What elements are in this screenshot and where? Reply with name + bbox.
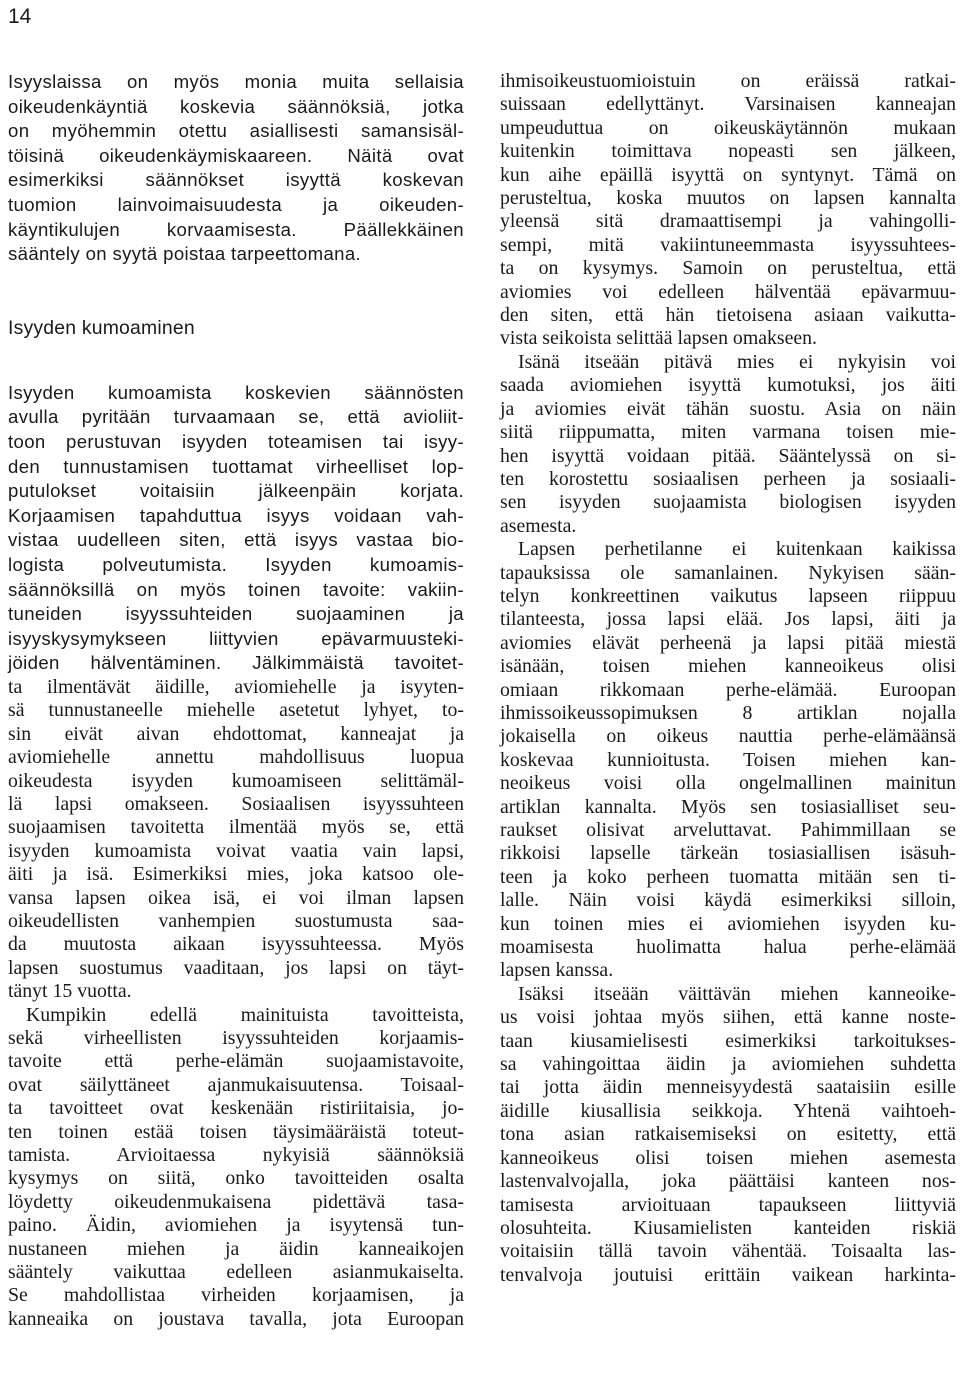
text-line: Lapsen perhetilanne ei kuitenkaan kaikissa xyxy=(518,538,956,561)
right-column xyxy=(500,70,956,1287)
text-line: lapsen kanssa. xyxy=(500,959,614,982)
text-line: aviomies voi edelleen hälventää epävarmuu- xyxy=(500,280,956,303)
text-line: neoikeus voisi olla ongelmallinen mainitun xyxy=(500,772,956,795)
text-line: ovat säilyttäneet ajanmukaisuutensa. Toisaal- xyxy=(8,1073,464,1096)
text-line: oikeudellisten vanhempien suostumusta saa- xyxy=(8,909,464,932)
text-line: Se mahdollistaa virheiden korjaamisen, ja xyxy=(8,1284,464,1307)
text-line: lapsen suostumus vaaditaan, jos lapsi on täyt- xyxy=(8,956,464,979)
text-line: vansa lapsen oikea isä, ei voi ilman lapsen xyxy=(8,886,464,909)
text-line: raukset olisivat arveluttavat. Pahimmillaan se xyxy=(500,819,956,841)
page-number: 14 xyxy=(8,5,32,28)
right-paragraph-4 xyxy=(500,983,956,1287)
text-line: tuneiden isyyssuhteiden suojaaminen ja xyxy=(8,603,464,625)
text-line: tuomion lainvoimaisuudesta ja oikeuden- xyxy=(8,193,464,215)
text-line: lalle. Näin voisi käydä esimerkiksi silloin, xyxy=(500,889,956,912)
text-line: yleensä sitä dramaattisempi ja vahingolli- xyxy=(500,210,956,233)
text-line: sä tunnustaneelle miehelle asetetut lyhyet, to- xyxy=(8,699,464,722)
text-line: käyntikulujen korvaamisesta. Päällekkäinen xyxy=(8,218,464,240)
text-line: oikeudesta isyyden kumoamiseen selittämäl- xyxy=(8,769,464,792)
text-line: sempi, mitä vakiintuneemmasta isyyssuhtees- xyxy=(500,233,956,256)
text-line: tapauksissa ole samanlainen. Nykyisen sään- xyxy=(500,561,956,584)
text-line: olosuhteita. Kiusamielisten kanteiden riskiä xyxy=(500,1216,956,1239)
text-line: isänään, toisen miehen kanneoikeus olisi xyxy=(500,655,956,678)
text-line: nustaneen miehen ja äidin kanneaikojen xyxy=(8,1237,464,1260)
text-line: Korjaamisen tapahduttua isyys voidaan vah- xyxy=(8,504,464,526)
text-line: kanneaika on joustava tavalla, jota Euroopan xyxy=(8,1307,464,1330)
text-line: artiklan kannalta. Myös sen tosiasialliset seu- xyxy=(500,795,956,818)
text-line: kanneoikeus olisi toisen miehen asemesta xyxy=(500,1146,956,1169)
text-line: sa vahingoittaa äidin ja aviomiehen suhdetta xyxy=(500,1053,956,1076)
text-line: hen isyyttä voidaan pitää. Sääntelyssä on si- xyxy=(500,444,956,467)
text-line: isyyden kumoamista voivat vaatia vain lapsi, xyxy=(8,839,464,862)
text-line: tänyt 15 vuotta. xyxy=(8,980,132,1003)
text-line: kuitenkin toimittava nopeasti sen jälkeen, xyxy=(500,140,956,163)
text-line: jokaisella on oikeus nauttia perhe-elämäänsä xyxy=(500,725,956,748)
text-line: tenvalvoja joutuisi erittäin vaikean harkinta- xyxy=(500,1263,956,1286)
text-line: löydetty oikeudenmukaisena pidettävä tasa- xyxy=(8,1190,464,1213)
text-line: moamisesta huolimatta halua perhe-elämää xyxy=(500,936,956,959)
text-line: den siten, että hän tietoisena asiaan vaikutta- xyxy=(500,304,956,327)
text-line: suojaamisen tavoitetta ilmentää myös se, että xyxy=(8,816,464,839)
text-line: ja aviomies eivät tähän suostu. Asia on näin xyxy=(500,397,956,420)
text-line: Isyyden kumoamista koskevien säännösten xyxy=(8,381,464,403)
text-line: tona asian ratkaisemiseksi on esitetty, että xyxy=(500,1123,956,1146)
body-paragraph-serif xyxy=(8,676,464,1004)
text-line: lä lapsi omakseen. Sosiaalisen isyyssuhteen xyxy=(8,792,464,815)
text-line: rikkoisi lapselle tärkeän tosiasiallisen isäsuh- xyxy=(500,842,956,865)
text-line: vista seikoista selittää lapsen omakseen. xyxy=(500,327,817,350)
body-paragraph-2 xyxy=(8,1004,464,1332)
text-line: sin eivät aivan ehdottomat, kanneajat ja xyxy=(8,722,464,745)
text-line: ta ilmentävät äidille, aviomiehelle ja isyyten- xyxy=(8,675,464,698)
text-line: aviomies elävät perheenä ja lapsi pitää miestä xyxy=(500,631,956,654)
text-line: asemesta. xyxy=(500,514,577,537)
text-line: omiaan rikkomaan perhe-elämää. Euroopan xyxy=(500,678,956,701)
left-column xyxy=(8,70,464,1331)
text-line: den tunnustamisen tuottamat virheelliset lop- xyxy=(8,455,464,477)
text-line: suissaan edellyttänyt. Varsinaisen kanneajan xyxy=(500,93,956,116)
text-line: sekä virheellisten isyyssuhteiden korjaamis- xyxy=(8,1026,464,1049)
text-line: paino. Äidin, aviomiehen ja isyytensä tun- xyxy=(8,1214,464,1237)
text-line: tamisesta arvioituaan tapaukseen liittyviä xyxy=(500,1193,956,1216)
text-line: sen isyyden suojaamista biologisen isyyden xyxy=(500,491,956,514)
text-line: ten korostettu sosiaalisen perheen ja sosiaali- xyxy=(500,467,956,490)
text-line: isyyskysymykseen liittyvien epävarmuusteki- xyxy=(8,627,464,649)
text-line: toon perustuvan isyyden toteamisen tai isyy- xyxy=(8,430,464,452)
right-paragraph-2 xyxy=(500,351,956,538)
text-line: logista polveutumista. Isyyden kumoamis- xyxy=(8,553,464,575)
text-line: Isänä itseään pitävä mies ei nykyisin voi xyxy=(518,350,956,373)
text-line: ta on kysymys. Samoin on perusteltua, että xyxy=(500,257,956,280)
text-line: kun toinen mies ei aviomiehen isyyden ku- xyxy=(500,912,956,935)
text-line: ten toinen estää toisen täysimääräistä toteut- xyxy=(8,1120,464,1143)
text-line: aviomiehelle annettu mahdollisuus luopua xyxy=(8,746,464,769)
intro-paragraph xyxy=(8,70,464,267)
text-line: ta tavoitteet ovat keskenään ristiriitaisia, jo- xyxy=(8,1097,464,1120)
body-paragraph-sans xyxy=(8,381,464,676)
text-line: äidille kiusallisia seikkoja. Yhtenä vaihtoeh- xyxy=(500,1099,956,1122)
text-line: jöiden hälventäminen. Jälkimmäistä tavoitet- xyxy=(8,652,464,674)
text-line: tilanteesta, jossa lapsi elää. Jos lapsi, äiti ja xyxy=(500,608,956,631)
text-line: tavoite että perhe-elämän suojaamistavoite, xyxy=(8,1050,464,1073)
right-paragraph-3 xyxy=(500,538,956,983)
section-heading: Isyyden kumoaminen xyxy=(8,316,195,339)
text-line: tamista. Arvioitaessa nykyisiä säännöksiä xyxy=(8,1144,464,1166)
text-line: perusteltua, koska muutos on lapsen kannalta xyxy=(500,187,956,210)
text-line: oikeudenkäyntiä koskevia säännöksiä, jotka xyxy=(8,95,464,117)
text-line: tai jotta äidin menneisyydestä saataisiin esille xyxy=(500,1076,956,1099)
text-line: ihmissoikeussopimuksen 8 artiklan nojalla xyxy=(500,701,956,724)
text-line: säännöksillä on myös toinen tavoite: vakiin- xyxy=(8,578,464,600)
text-line: avulla pyritään turvaamaan se, että avioliit- xyxy=(8,406,464,428)
text-line: kun aihe epäillä isyyttä on syntynyt. Tämä on xyxy=(500,163,956,186)
text-line: putulokset voitaisiin jälkeenpäin korjata. xyxy=(8,480,464,502)
text-line: on myöhemmin otettu asiallisesti samansisäl- xyxy=(8,120,464,142)
text-line: umpeuduttua on oikeuskäytännön mukaan xyxy=(500,116,956,139)
text-line: teen ja koko perheen tuomatta mitään sen ti- xyxy=(500,865,956,888)
text-line: saada aviomiehen isyyttä kumotuksi, jos äiti xyxy=(500,374,956,397)
text-line: lastenvalvojalla, joka päättäisi kanteen nos- xyxy=(500,1170,956,1193)
right-paragraph-1 xyxy=(500,70,956,351)
text-line: esimerkiksi säännökset isyyttä koskevan xyxy=(8,169,464,191)
text-line: voitaisiin tällä tavoin vähentää. Toisaalta las- xyxy=(500,1240,956,1263)
text-line: siitä riippumatta, miten varmana toisen mie- xyxy=(500,421,956,444)
text-line: töisinä oikeudenkäymiskaareen. Näitä ovat xyxy=(8,144,464,166)
text-line: kysymys on siitä, onko tavoitteiden osalta xyxy=(8,1167,464,1190)
text-line: da muutosta aikaan isyyssuhteessa. Myös xyxy=(8,933,464,956)
text-line: Isäksi itseään väittävän miehen kanneoike- xyxy=(518,982,956,1005)
text-line: vistaa uudelleen siten, että isyys vastaa bio- xyxy=(8,529,464,551)
text-line: Kumpikin edellä mainituista tavoitteista, xyxy=(26,1003,464,1026)
text-line: Isyyslaissa on myös monia muita sellaisia xyxy=(8,71,464,92)
text-line: ihmisoikeustuomioistuin on eräissä ratkai- xyxy=(500,70,956,92)
text-line: sääntely on syytä poistaa tarpeettomana. xyxy=(8,243,362,265)
text-line: us voisi johtaa myös siihen, että kanne noste- xyxy=(500,1006,956,1029)
text-line: taan kiusamielisesti esimerkiksi tarkoitukses- xyxy=(500,1029,956,1052)
text-line: sääntely vaikuttaa edelleen asianmukaiselta. xyxy=(8,1261,464,1284)
text-line: äiti ja isä. Esimerkiksi mies, joka katsoo ole- xyxy=(8,863,464,886)
text-line: telyn konkreettinen vaikutus lapseen riippuu xyxy=(500,584,956,607)
text-line: koskevaa kunnioitusta. Toisen miehen kan- xyxy=(500,748,956,771)
